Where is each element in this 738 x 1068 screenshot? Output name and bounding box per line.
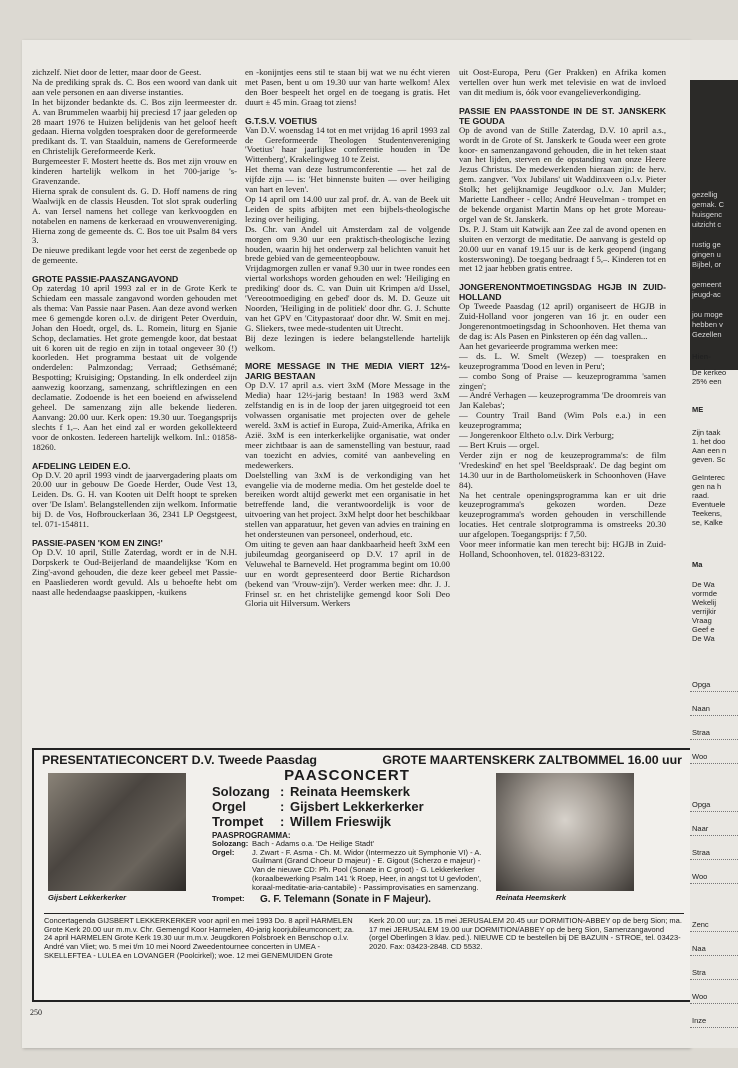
paragraph: Op Tweede Paasdag (12 april) organiseert de HGJB in Zuid-Holland voor jongeren van 16 jr. en ouder een Jongerenontmoetingsdag in Schoonhoven. Het thema van de dag is: Als Pasen en Pinksteren op één dag vallen... bbox=[459, 301, 666, 342]
adjacent-text: se, Kalke bbox=[692, 518, 723, 527]
performer-role: Orgel bbox=[212, 799, 246, 814]
performer-row: Solozang : Reinata Heemskerk bbox=[212, 784, 410, 799]
paragraph: — combo Song of Praise — keuzeprogramma 'samen zingen'; bbox=[459, 370, 666, 391]
section-heading: AFDELING LEIDEN E.O. bbox=[32, 460, 131, 471]
form-line bbox=[690, 979, 738, 980]
program-text: Bach - Adams o.a. 'De Heilige Stadt' bbox=[252, 839, 374, 848]
ad-program bbox=[212, 767, 482, 905]
paragraph: en -konijntjes eens stil te staan bij wat we nu écht vieren met Pasen, bent u om 19.30 uur van harte welkom! Alex den Boer bespeelt het orgel en de toegang is gratis. Het duurt ± 45 min. Graag tot ziens! bbox=[245, 67, 450, 107]
adjacent-text: 1. het doo bbox=[692, 437, 726, 446]
adjacent-text: 25% een bbox=[692, 377, 722, 386]
program-heading: PAASPROGRAMMA: bbox=[212, 831, 291, 840]
form-line bbox=[690, 931, 738, 932]
adjacent-text: gen na h bbox=[692, 482, 722, 491]
adjacent-form-label: Opga bbox=[692, 680, 711, 689]
adjacent-form-label: Straa bbox=[692, 728, 710, 737]
paragraph: De nieuwe predikant legde voor het eerst de zegenbede op de gemeente. bbox=[32, 245, 237, 266]
paragraph: Om uiting te geven aan haar dankbaarheid heeft 3xM een jubileumdag georganiseerd op D.V. 17 april in de Veluwehal te Barneveld. Het programma begint om 10.00 uur en wordt gepresenteerd door Bertie Richardson (bekend van 'Vrouw-zijn'). Verder werken mee: dhr. J. J. Frinsel sr. en het christelijke gemengd koor Soli Deo Gloria uit Hilversum. Werkers bbox=[245, 538, 450, 609]
adjacent-heading: ME bbox=[692, 405, 704, 414]
magazine-page bbox=[22, 40, 690, 1048]
adjacent-form-label: Woo bbox=[692, 872, 708, 881]
paragraph: Vrijdagmorgen zullen er vanaf 9.30 uur in twee rondes een viertal workshops worden gehouden en wel: 'Heiliging en prediking' door ds. C. van Duin uit Krimpen a/d IJssel, 'Vereootmoediging en gebed' door ds. M. D. Geuze uit Noorden, 'Heiliging in de politiek' door dhr. G. J. Schutte van het GPV en 'Citypastoraat' door dhr. W. Smit en mej. G. Sliekers, twee mede-studenten uit Utrecht. bbox=[245, 263, 450, 333]
adjacent-ad-text: Bijbel, or bbox=[692, 260, 722, 269]
paragraph: — Bert Kruis — orgel. bbox=[459, 440, 540, 450]
adjacent-heading: Ma bbox=[692, 560, 703, 569]
column-1 bbox=[32, 68, 237, 598]
adjacent-ad-text: jou moge bbox=[692, 310, 723, 319]
adjacent-text: Geïnterec bbox=[692, 473, 725, 482]
form-line bbox=[690, 811, 738, 812]
paragraph: In het bijzonder bedankte ds. C. Bos zijn leermeester dr. A. van Brummelen waarbij hij preciesd 17 jaar geleden op 28 maart 1976 te Huizen belijdenis van het geloof heeft gedaan. Hierna volgden toespraken door de gereformeerde predikant ds. T. van Staalduin, namens de Gereformeerde en Christelijk Gereformeerde Kerk. bbox=[32, 96, 237, 157]
section-heading: G.T.S.V. VOETIUS bbox=[245, 115, 318, 126]
adjacent-form-label: Woo bbox=[692, 992, 708, 1001]
adjacent-form-label: Woo bbox=[692, 752, 708, 761]
paragraph: Van D.V. woensdag 14 tot en met vrijdag 16 april 1993 zal de Gereformeerde Theologen Studentenvereniging 'Voetius' haar jaarlijkse conferentie houden in 'De Wittenberg', Krakelingweg 10 te Zeist. bbox=[245, 124, 450, 165]
paragraph: uit Oost-Europa, Peru (Ger Prakken) en Afrika komen vertellen over hun werk met televisie en wat de invloed van dit medium is, óók voor evangelieverkondiging. bbox=[459, 67, 666, 97]
adjacent-ad-text: gingen u bbox=[692, 250, 721, 259]
adjacent-ad-text: rustig ge bbox=[692, 240, 721, 249]
ad-title: PAASCONCERT bbox=[284, 767, 410, 784]
singer-caption: Reinata Heemskerk bbox=[496, 893, 567, 902]
program-label: Solozang: bbox=[212, 839, 249, 848]
adjacent-text: De Wa bbox=[692, 634, 715, 643]
adjacent-ad-text: gemak. C bbox=[692, 200, 725, 209]
paragraph: Op D.V. 10 april, Stille Zaterdag, wordt er in de N.H. Dorpskerk te Oud-Beijerland de maandelijkse 'Kom en Zing'-avond gehouden, die deze keer gebeel met Passie- en Paasliederen wordt gevuld. Als u behoefte hebt om naast alle hedendaagse paaskippen, -kuikens bbox=[32, 546, 237, 597]
paragraph: Na het centrale openingsprogramma kan er uit drie keuzeprogramma's gekozen worden. Deze keuzeprogramma's worden gehouden in verschillende locaties. Het centrale slotprogramma is omstreeks 20.30 uur afgelopen. Toegangsprijs: f 7,50. bbox=[459, 489, 666, 540]
form-line bbox=[690, 691, 738, 692]
adjacent-text: vormde bbox=[692, 589, 718, 598]
ad-header-left: PRESENTATIECONCERT D.V. Tweede Paasdag bbox=[42, 753, 317, 767]
adjacent-text: Vraag bbox=[692, 616, 712, 625]
paragraph: zichzelf. Niet door de letter, maar door de Geest. bbox=[32, 67, 202, 77]
paragraph: Op D.V. 20 april 1993 vindt de jaarvergadering plaats om 20.00 uur in gebouw De Goede Herder, Oude Vest 13, Leiden. Ds. G. H. van Kooten uit Delft hoopt te spreken over 'De Islam'. Belangstellenden zijn welkom. Informatie bij D. de Vos, Hofbrouckerlaan 36, 2341 LP Oegstgeest, tel. 071-154811. bbox=[32, 469, 237, 530]
adjacent-form-label: Opga bbox=[692, 800, 711, 809]
paragraph: Het thema van deze lustrumconferentie — het zal de vijfde zijn — is: 'Het binnenste buiten — over heiliging van hart en leven'. bbox=[245, 164, 450, 195]
performer-row: Orgel : Gijsbert Lekkerkerker bbox=[212, 799, 424, 814]
adjacent-heading: Hien- bbox=[692, 352, 711, 361]
section-heading: PASSIE-PASEN 'KOM EN ZING!' bbox=[32, 537, 163, 548]
adjacent-page-strip bbox=[690, 40, 738, 1048]
adjacent-text: verrijkir bbox=[692, 607, 717, 616]
agenda-right: Kerk 20.00 uur; za. 15 mei JERUSALEM 20.45 uur DORMITION-ABBEY op de berg Sion; ma. 17 mei JERUSALEM 19.00 uur DORMITION/ABBEY op de berg Sion, Samenzangavond (orgel Oberlingen 3 klav. ped.). NIEUWE CD te bestellen bij DE BAZUIN - STROE, tel. 03423-2020. Fax: 03423-2848. CD 5532. bbox=[369, 916, 682, 952]
singer-photo bbox=[496, 773, 634, 891]
organist-photo bbox=[48, 773, 186, 891]
paragraph: — ds. L. W. Smelt (Wezep) — toespraken en keuzeprogramma 'Dood en leven in Peru'; bbox=[459, 350, 666, 371]
performer-role: Trompet bbox=[212, 814, 264, 829]
adjacent-ad-text: uitzicht c bbox=[692, 220, 722, 229]
paragraph: Ds. P. J. Stam uit Katwijk aan Zee zal de avond openen en sluiten en verzorgt de meditatie. De aanvang is gesteld op 20.00 uur en vanaf 19.15 uur is de kerk geopend (ingang kosterswoning). De toegang bedraagt f 5,–. Kinderen tot en met 12 jaar hebben gratis entree. bbox=[459, 223, 666, 274]
adjacent-text: Aan een n bbox=[692, 446, 727, 455]
section-heading: GROTE PASSIE-PAASZANGAVOND bbox=[32, 274, 179, 285]
concert-advertisement bbox=[32, 748, 692, 1002]
column-2 bbox=[245, 68, 450, 609]
paragraph: Verder zijn er nog de keuzeprogramma's: de film 'Vredeskind' en het spel 'Beeldspraak'. De dag begint om 14.30 uur in de Bartholomeüskerk in Schoonhoven (Have 84). bbox=[459, 449, 666, 490]
paragraph: — Country Trail Band (Wim Pols e.a.) in een keuzeprogramma; bbox=[459, 410, 666, 431]
performer-name: Willem Frieswijk bbox=[290, 814, 392, 829]
adjacent-form-label: Inze bbox=[692, 1016, 707, 1025]
organist-caption: Gijsbert Lekkerkerker bbox=[48, 893, 127, 902]
program-trumpet bbox=[212, 894, 482, 905]
program-text: J. Zwart - F. Asma - Ch. M. Widor (Intermezzo uit Symphonie VI) - A. Guilmant (Grand Choeur D majeur) - E. Gigout (Scherzo e majeur) - Van de nieuwe CD: Ph. Pool (Sonate in C groot) - G. Lekkerkerker (koraalbewerking Psalm 141 'k Roep, Heer, in angst tot U gevloden', koraal-meditatie-aria-cantabile) - Passimprovisaties en samenzang. bbox=[252, 847, 482, 892]
form-line bbox=[690, 883, 738, 884]
paragraph: Ds. Chr. van Andel uit Amsterdam zal de volgende morgen om 9.30 uur een praktisch-theologische lezing houden, waarin hij het onderwerp zal belichten vanuit het brede gebied van de gemeenteopbouw. bbox=[245, 223, 450, 264]
paragraph: Op D.V. 17 april a.s. viert 3xM (More Message in the Media) haar 12½-jarig bestaan! In 1983 werd 3xM zelfstandig en is in de loop der jaren uitgegroeid tot een volwassen organisatie met projecten over de gehele wereld. 3xM is actief in Europa, Zuid-Amerika, Afrika en Azië. 3xM is een interkerkelijke organisatie, wat onder meer zichtbaar is aan de samenstelling van bestuur, raad van toezicht en advies, comité van aanbeveling en medewerkers. bbox=[245, 380, 450, 470]
program-label: Trompet: bbox=[212, 894, 245, 904]
performer-name: Gijsbert Lekkerkerker bbox=[290, 799, 424, 814]
paragraph: — André Verhagen — keuzeprogramma 'De droomreis van Jan Kalebas'; bbox=[459, 390, 666, 411]
adjacent-text: De Wa bbox=[692, 580, 715, 589]
section-heading: MORE MESSAGE IN THE MEDIA VIERT 12½-JARIG BESTAAN bbox=[245, 361, 450, 382]
adjacent-form-label: Stra bbox=[692, 968, 706, 977]
adjacent-form-label: Naan bbox=[692, 704, 710, 713]
form-line bbox=[690, 859, 738, 860]
form-line bbox=[690, 715, 738, 716]
adjacent-text: Geef e bbox=[692, 625, 715, 634]
adjacent-form-label: Straa bbox=[692, 848, 710, 857]
form-line bbox=[690, 955, 738, 956]
adjacent-ad-text: jeugd-ac bbox=[692, 290, 721, 299]
column-3 bbox=[459, 68, 666, 560]
performer-row: Trompet : Willem Frieswijk bbox=[212, 814, 392, 829]
performer-role: Solozang bbox=[212, 784, 270, 799]
concert-agenda bbox=[44, 913, 684, 961]
page-number: 250 bbox=[30, 1008, 42, 1017]
paragraph: Doelstelling van 3xM is de verkondiging van het evangelie via de moderne media. Om het gestelde doel te bereiken wordt altijd gewerkt met een organisatie in het betreffende land, die verantwoordelijk is voor de uitvoering van het project. 3xM helpt door het beschikbaar stellen van apparatuur, het geven van advies en training en het ondersteunen van personeel, onderhoud, etc. bbox=[245, 469, 450, 540]
paragraph: Voor meer informatie kan men terecht bij: HGJB in Zuid-Holland, Schoonhoven, tel. 01823-83122. bbox=[459, 539, 666, 559]
program-label: Orgel: bbox=[212, 847, 235, 857]
form-line bbox=[690, 1003, 738, 1004]
adjacent-ad-text: Gezellen bbox=[692, 330, 722, 339]
adjacent-form-label: Naar bbox=[692, 824, 709, 833]
paragraph: Op 14 april om 14.00 uur zal prof. dr. A. van de Beek uit Leiden de spits afbijten met een bijbels-theologische lezing over heiliging. bbox=[245, 193, 450, 224]
adjacent-text: Wekelij bbox=[692, 598, 717, 607]
adjacent-text: Zijn taak bbox=[692, 428, 721, 437]
adjacent-text: Eventuele bbox=[692, 500, 726, 509]
paragraph: Bij deze lezingen is iedere belangstellende hartelijk welkom. bbox=[245, 332, 450, 353]
adjacent-text: raad. bbox=[692, 491, 710, 500]
paragraph: Burgemeester F. Mostert heette ds. Bos met zijn vrouw en kinderen hartelijk welkom in het 700-jarige 's-Gravenzande. bbox=[32, 156, 237, 186]
adjacent-ad-text: gezellig bbox=[692, 190, 718, 199]
performer-name: Reinata Heemskerk bbox=[290, 784, 410, 799]
adjacent-text: Teekens, bbox=[692, 509, 723, 518]
form-line bbox=[690, 763, 738, 764]
paragraph: — Jongerenkoor Eltheto o.l.v. Dirk Verburg; bbox=[459, 430, 614, 441]
program-text: G. F. Telemann (Sonate in F Majeur). bbox=[260, 894, 431, 906]
form-line bbox=[690, 739, 738, 740]
agenda-left: Concertagenda GIJSBERT LEKKERKERKER voor april en mei 1993 Do. 8 april HARMELEN Grote Kerk 20.00 uur m.m.v. Chr. Gemengd Koor Harmelen, 40-jarig koorjubileumconcert; za. 24 april HARMELEN Grote Kerk 19.30 uur m.m.v. Jeugdkoren Polsbroek en Benschop o.l.v. André van Vliet; wo. 5 mei t/m 10 mei Noord Zweedentournee concerten in UMEA - SKELLEFTEA - LULEA en LOVANGER (Poolcirkel); woe. 12 mei GENEMUIDEN Grote bbox=[44, 916, 354, 960]
form-line bbox=[690, 1027, 738, 1028]
section-heading: JONGERENONTMOETINGSDAG HGJB IN ZUID-HOLLAND bbox=[459, 282, 666, 303]
adjacent-ad-text: hebben v bbox=[692, 320, 723, 329]
paragraph: Hierna sprak de consulent ds. G. D. Hoff namens de ring Waalwijk en de classis Heusden. Tot slot sprak ouderling A. van Iersel namens het college van kerkvoogden en notabelen en namens de kerkeraad en vrouwenvereniging. Hierna zong de gemeente ds. C. Bos toe uit Psalm 84 vers 3. bbox=[32, 185, 237, 246]
ad-header bbox=[34, 750, 690, 767]
section-heading: PASSIE EN PAASSTONDE IN DE ST. JANSKERK TE GOUDA bbox=[459, 105, 666, 126]
adjacent-ad-text: gemeent bbox=[692, 280, 722, 289]
ad-header-right: GROTE MAARTENSKERK ZALTBOMMEL 16.00 uur bbox=[382, 753, 682, 767]
paragraph: Op zaterdag 10 april 1993 zal er in de Grote Kerk te Schiedam een massale zangavond worden gehouden met als thema: Van Passie naar Pasen. Aan deze avond werken mee 6 gemengde koren o.l.v. de dirigent Peter Overduin, Johan den Hoedt, orgel, ds. L. Romein, liturg en Sjanie Schop, declamaties. Het grote gemengde koor, dat bestaat uit 6 koren uit de regio en zijn in totaal ongeveer 30 (!) koorleden. Het programma bestaat uit de volgende onderdelen: Palmzondag; Verraad; Gethsémané; Bespotting; Kruisiging; Opstanding. In elk onderdeel zijn aanwezig koorzang, samenzang, schriftlezingen en een declamatie. Zodoende is het een boeiend en afwisselend geheel. De samenzang zijn alle bekende liederen. Aanvang: 20.00 uur. Kerk open: 19.30 uur. Toegangsprijs slechts f 1,–. Aan het eind zal er worden gekollekteerd voor de onkosten. Iedereen hartelijk welkom. Inl.: 01858-18260. bbox=[32, 283, 237, 452]
adjacent-ad-text: huisgenc bbox=[692, 210, 723, 219]
program-organ bbox=[212, 849, 482, 893]
paragraph: Aan het gevarieerde programma werken mee: bbox=[459, 340, 618, 351]
adjacent-form-label: Zenc bbox=[692, 920, 709, 929]
adjacent-text: De kerkeo bbox=[692, 368, 727, 377]
adjacent-form-label: Naa bbox=[692, 944, 706, 953]
paragraph: Na de prediking sprak ds. C. Bos een woord van dank uit aan vele personen en aan diverse instanties. bbox=[32, 76, 237, 97]
adjacent-text: geven. Sc bbox=[692, 455, 726, 464]
paragraph: Op de avond van de Stille Zaterdag, D.V. 10 april a.s., wordt in de Grote of St. Janskerk te Gouda weer een grote koor- en samenzangavond gehouden, die in het teken staat van het lijden, sterven en de opstanding van onze Heere Jezus Christus. De medewerkenden hieraan zijn: de herv. gem. zangver. 'Vox Jubilans' uit Waddinxveen o.l.v. Pieter Stolk; het gelijknamige Jeugdkoor o.l.v. Jan Mulder; Mariette Landheer - cello; André Heuvelman - trompet en de bekende organist Martin Mans op het grote Moreau-orgel van de St. Janskerk. bbox=[459, 124, 666, 224]
form-line bbox=[690, 835, 738, 836]
